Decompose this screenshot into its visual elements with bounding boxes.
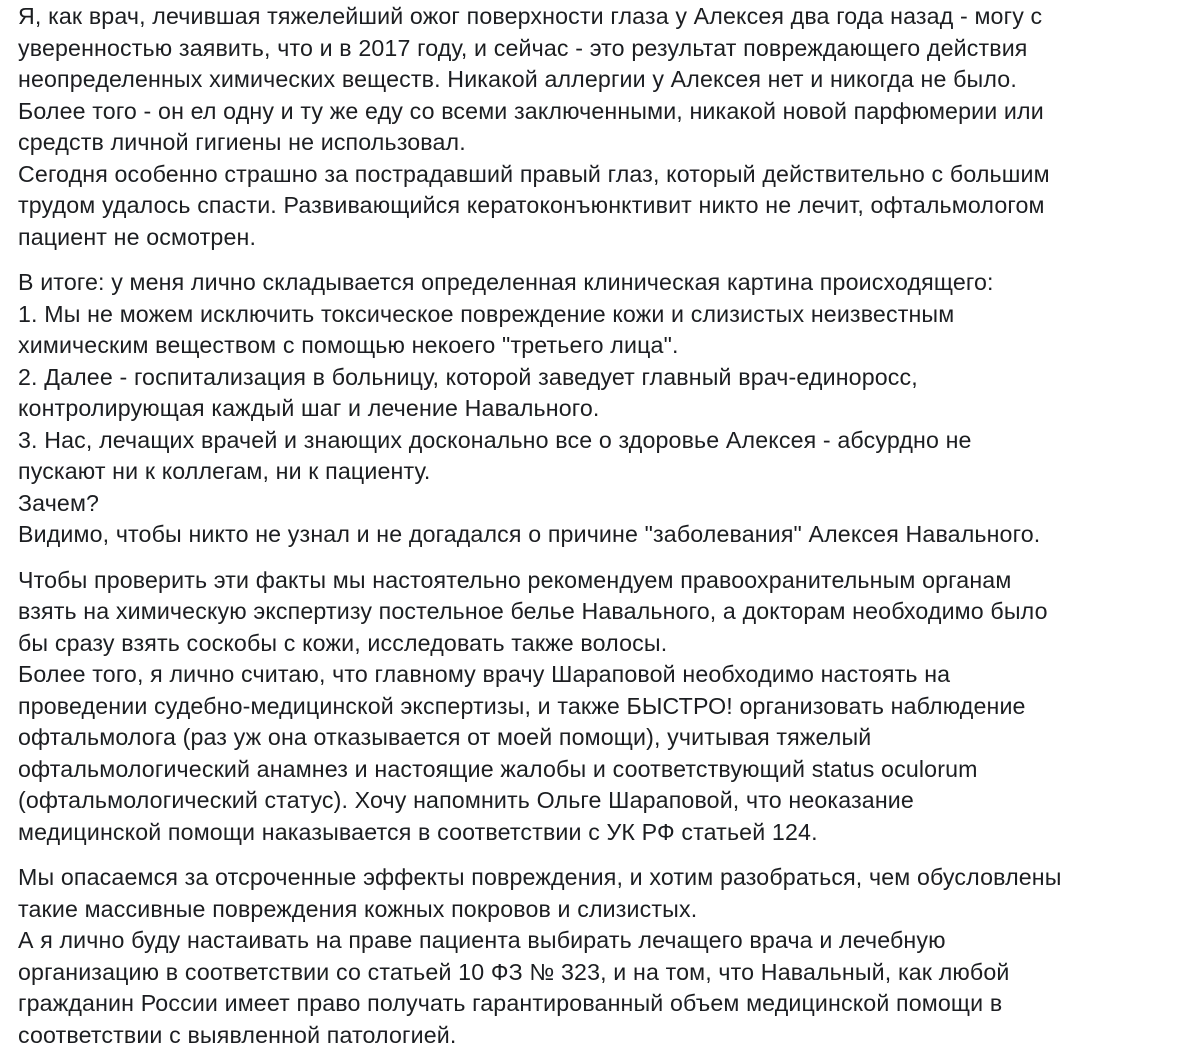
paragraph-4	[18, 862, 1186, 1051]
text-line: соответствии с выявленной патологией.	[18, 1020, 1186, 1051]
text-line: Я, как врач, лечившая тяжелейший ожог поверхности глаза у Алексея два года назад - могу с	[18, 1, 1186, 33]
text-line: медицинской помощи наказывается в соответствии с УК РФ статьей 124.	[18, 817, 1186, 849]
text-line: Мы опасаемся за отсроченные эффекты повреждения, и хотим разобраться, чем обусловлены	[18, 862, 1186, 894]
text-line: (офтальмологический статус). Хочу напомнить Ольге Шараповой, что неоказание	[18, 785, 1186, 817]
text-line: такие массивные повреждения кожных покровов и слизистых.	[18, 894, 1186, 926]
text-line: бы сразу взять соскобы с кожи, исследовать также волосы.	[18, 628, 1186, 660]
text-line: офтальмолога (раз уж она отказывается от моей помощи), учитывая тяжелый	[18, 722, 1186, 754]
text-line: проведении судебно-медицинской экспертизы, и также БЫСТРО! организовать наблюдение	[18, 691, 1186, 723]
text-line: организацию в соответствии со статьей 10 ФЗ № 323, и на том, что Навальный, как любой	[18, 957, 1186, 989]
text-line: пускают ни к коллегам, ни к пациенту.	[18, 456, 1186, 488]
text-line: В итоге: у меня лично складывается определенная клиническая картина происходящего:	[18, 267, 1186, 299]
text-line: Чтобы проверить эти факты мы настоятельно рекомендуем правоохранительным органам	[18, 565, 1186, 597]
text-line: Более того - он ел одну и ту же еду со всеми заключенными, никакой новой парфюмерии или	[18, 96, 1186, 128]
text-line: 1. Мы не можем исключить токсическое повреждение кожи и слизистых неизвестным	[18, 299, 1186, 331]
text-line: Сегодня особенно страшно за пострадавший правый глаз, который действительно с большим	[18, 159, 1186, 191]
paragraph-3	[18, 565, 1186, 849]
text-line: уверенностью заявить, что и в 2017 году, и сейчас - это результат повреждающего действия	[18, 33, 1186, 65]
text-line: пациент не осмотрен.	[18, 222, 1186, 254]
text-line: Зачем?	[18, 488, 1186, 520]
text-line: химическим веществом с помощью некоего "третьего лица".	[18, 330, 1186, 362]
text-line: неопределенных химических веществ. Никакой аллергии у Алексея нет и никогда не было.	[18, 64, 1186, 96]
text-line: трудом удалось спасти. Развивающийся кератоконъюнктивит никто не лечит, офтальмологом	[18, 190, 1186, 222]
text-line: 2. Далее - госпитализация в больницу, которой заведует главный врач-единоросс,	[18, 362, 1186, 394]
text-line: А я лично буду настаивать на праве пациента выбирать лечащего врача и лечебную	[18, 925, 1186, 957]
text-line: офтальмологический анамнез и настоящие жалобы и соответствующий status oculorum	[18, 754, 1186, 786]
text-line: контролирующая каждый шаг и лечение Навального.	[18, 393, 1186, 425]
text-line: 3. Нас, лечащих врачей и знающих досконально все о здоровье Алексея - абсурдно не	[18, 425, 1186, 457]
text-line: средств личной гигиены не использовал.	[18, 127, 1186, 159]
text-line: гражданин России имеет право получать гарантированный объем медицинской помощи в	[18, 988, 1186, 1020]
text-line: Более того, я лично считаю, что главному врачу Шараповой необходимо настоять на	[18, 659, 1186, 691]
paragraph-2	[18, 267, 1186, 551]
text-line: взять на химическую экспертизу постельное белье Навального, а докторам необходимо было	[18, 596, 1186, 628]
text-line: Видимо, чтобы никто не узнал и не догадался о причине "заболевания" Алексея Навального.	[18, 519, 1186, 551]
paragraph-1	[18, 0, 1186, 253]
